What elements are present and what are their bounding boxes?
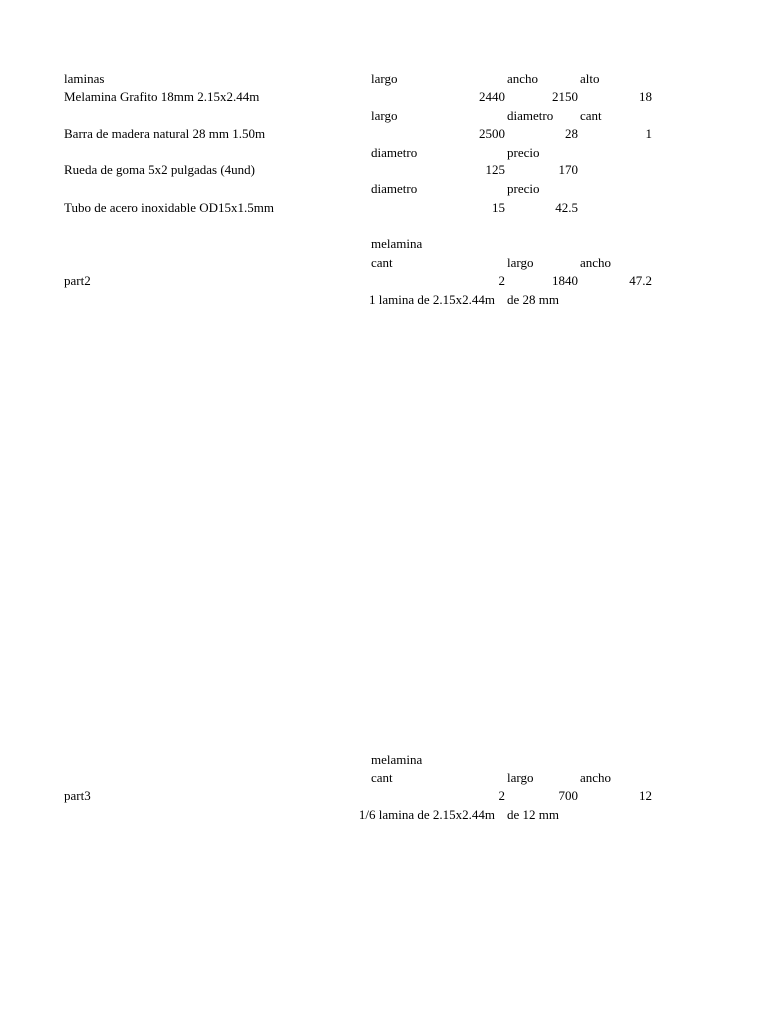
barra-col-largo: largo (371, 108, 398, 123)
col-header-ancho: ancho (507, 71, 539, 86)
part3-note2: de 12 mm (507, 807, 559, 822)
melamina-largo: 2440 (479, 89, 505, 104)
part3-col-largo: largo (507, 770, 534, 785)
part3-label: part3 (64, 788, 91, 803)
part2-label: part2 (64, 273, 91, 288)
rueda-diametro: 125 (485, 162, 505, 177)
part2-col-cant: cant (371, 255, 393, 270)
part2-col-largo: largo (507, 255, 534, 270)
part3-note: 1/6 lamina de 2.15x2.44m (358, 807, 495, 822)
part3-largo: 700 (558, 788, 578, 803)
tubo-diametro: 15 (492, 200, 505, 215)
part3-col-ancho: ancho (580, 770, 612, 785)
rueda-name: Rueda de goma 5x2 pulgadas (4und) (64, 162, 255, 177)
part3-ancho: 12 (639, 788, 652, 803)
rueda-precio: 170 (558, 162, 578, 177)
part2-ancho: 47.2 (629, 273, 652, 288)
col-header-largo: largo (371, 71, 398, 86)
tubo-col-precio: precio (507, 181, 540, 196)
part3-cant: 2 (498, 788, 505, 803)
col-header-alto: alto (580, 71, 600, 86)
barra-col-cant: cant (580, 108, 602, 123)
part2-col-ancho: ancho (580, 255, 612, 270)
part3-material: melamina (371, 752, 423, 767)
part2-largo: 1840 (552, 273, 578, 288)
barra-diametro: 28 (565, 126, 578, 141)
rueda-col-precio: precio (507, 145, 540, 160)
rueda-col-diametro: diametro (371, 145, 418, 160)
tubo-precio: 42.5 (555, 200, 578, 215)
part3-col-cant: cant (371, 770, 393, 785)
barra-col-diametro: diametro (507, 108, 554, 123)
part2-note: 1 lamina de 2.15x2.44m (368, 292, 495, 307)
melamina-alto: 18 (639, 89, 652, 104)
laminas-header: laminas (64, 71, 105, 86)
part2-cant: 2 (498, 273, 505, 288)
melamina-name: Melamina Grafito 18mm 2.15x2.44m (64, 89, 260, 104)
tubo-col-diametro: diametro (371, 181, 418, 196)
barra-cant: 1 (645, 126, 652, 141)
tubo-name: Tubo de acero inoxidable OD15x1.5mm (64, 200, 275, 215)
part2-material: melamina (371, 236, 423, 251)
part2-note2: de 28 mm (507, 292, 559, 307)
barra-largo: 2500 (479, 126, 505, 141)
melamina-ancho: 2150 (552, 89, 578, 104)
barra-name: Barra de madera natural 28 mm 1.50m (64, 126, 266, 141)
